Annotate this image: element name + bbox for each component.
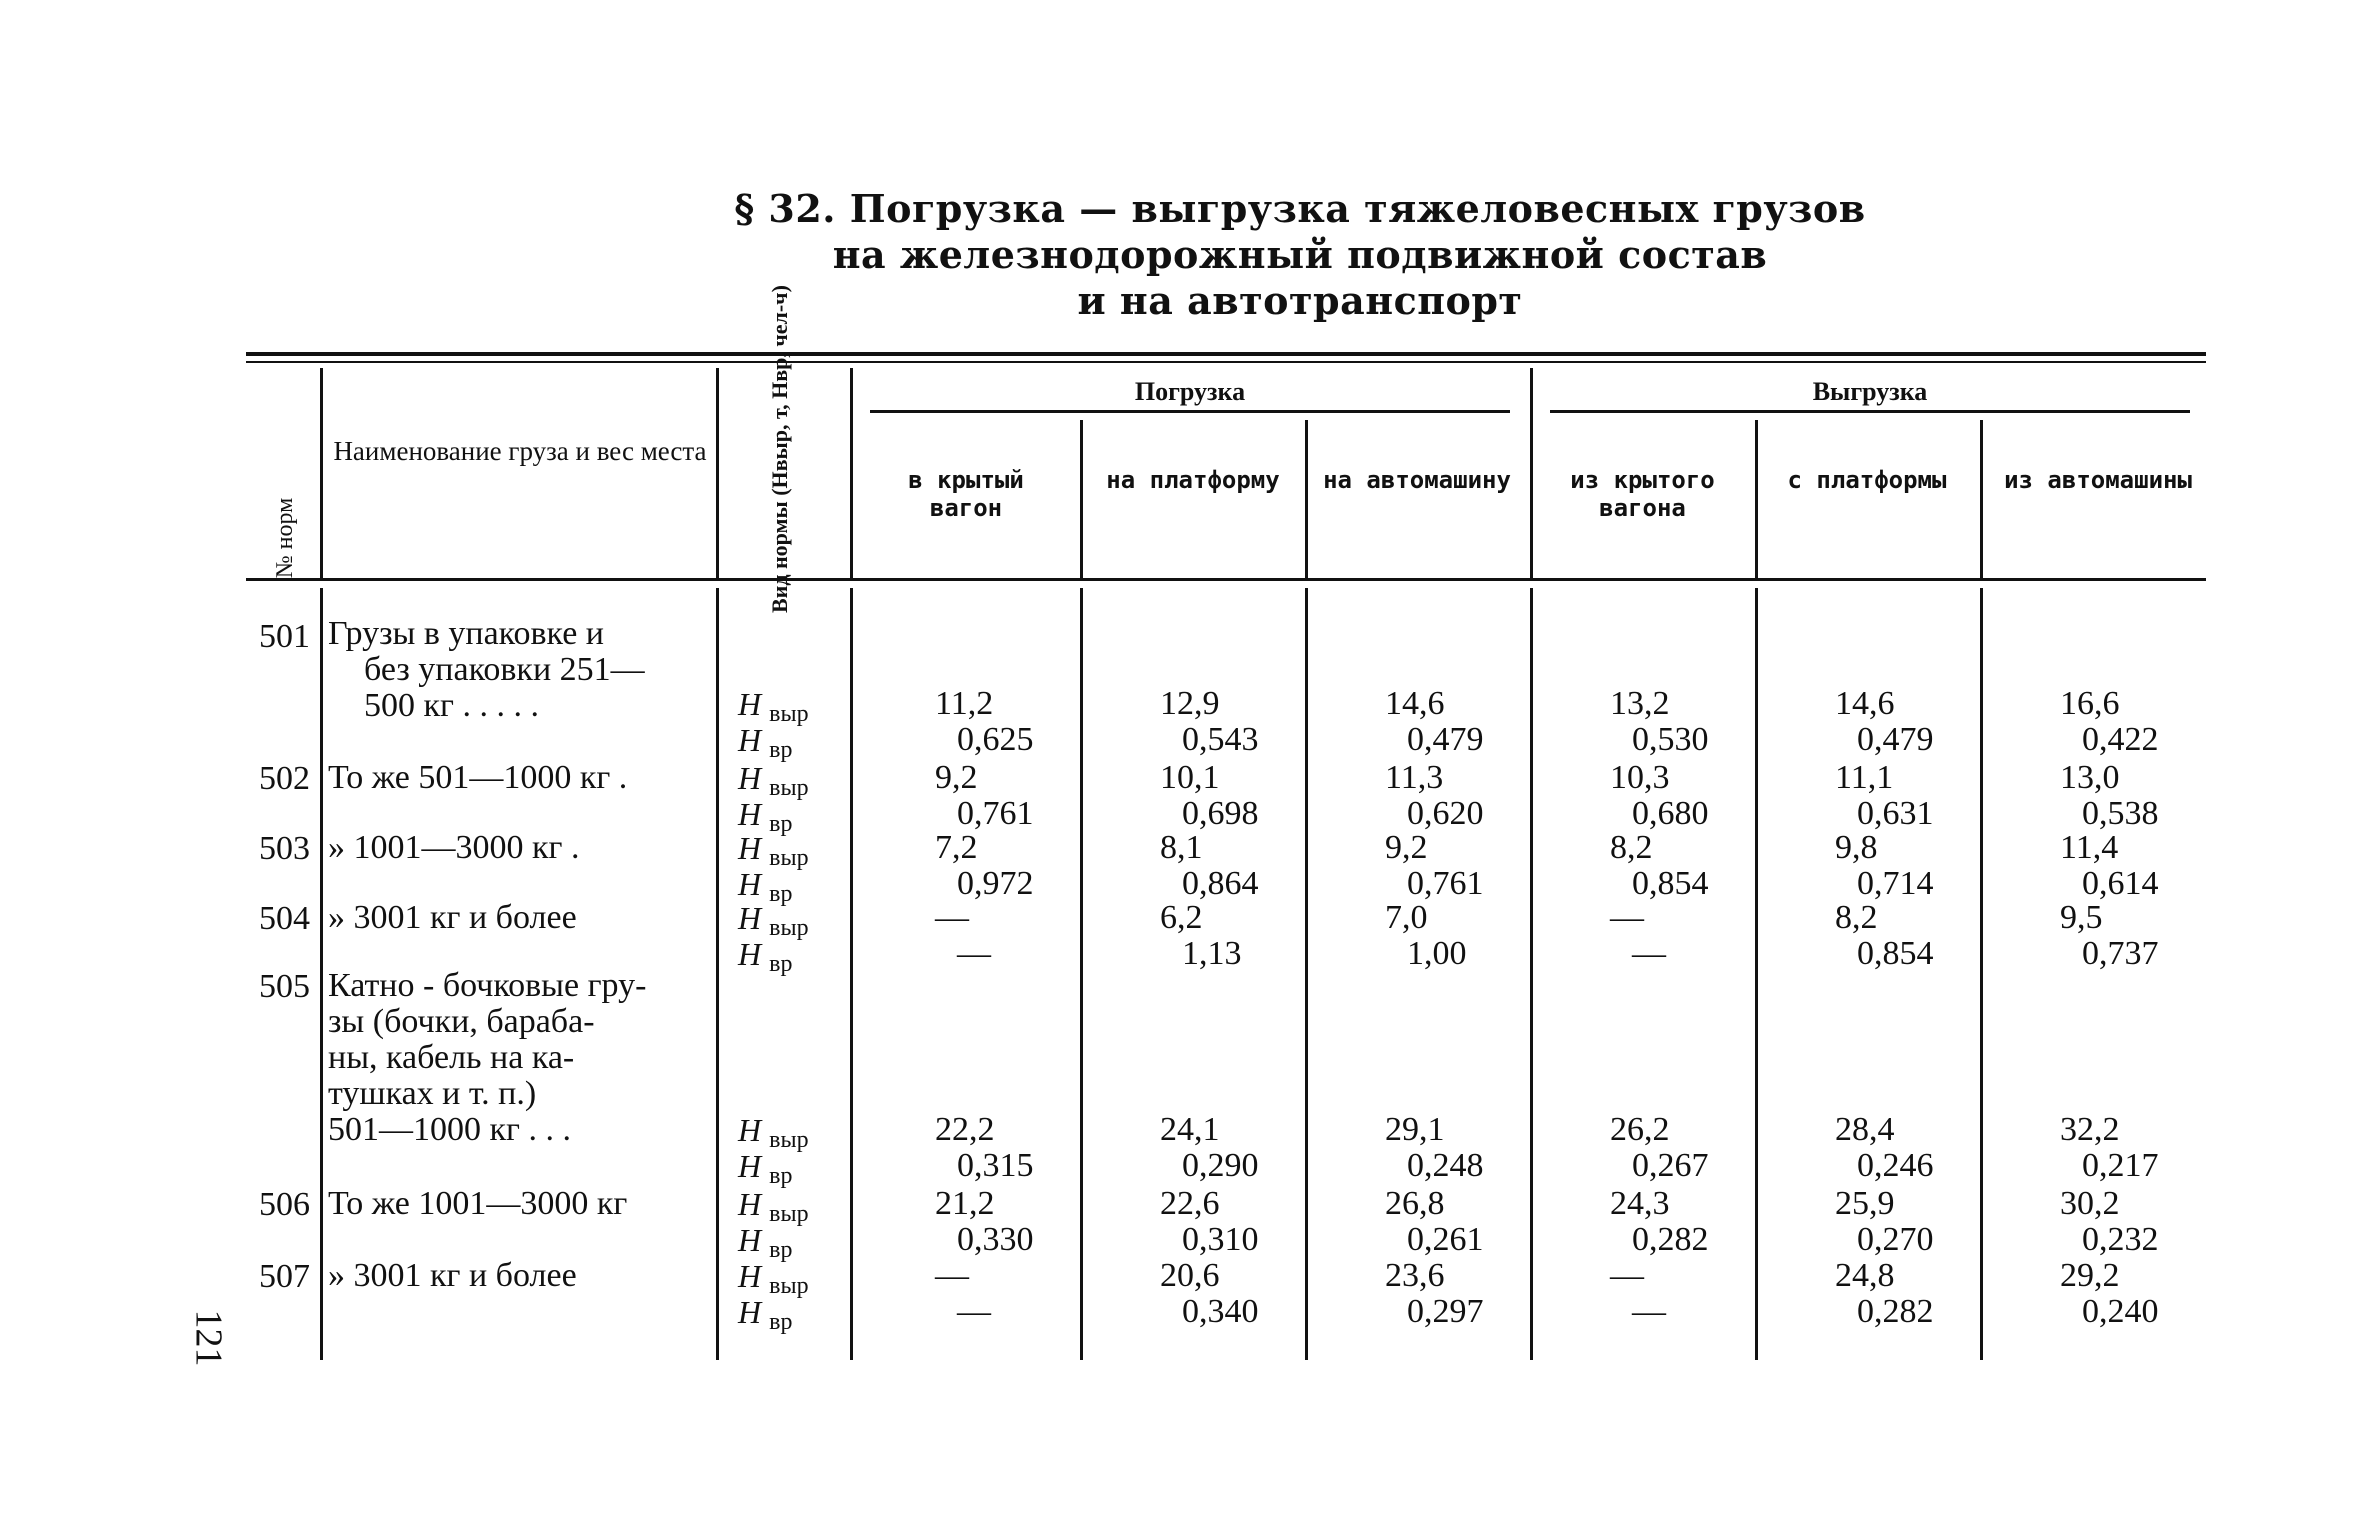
page-number: 121 [187,1309,230,1367]
row-number: 506 [259,1186,310,1223]
norm-kind-main: Н [738,900,762,936]
norm-kind-main: Н [738,686,762,722]
norm-kind-main: Н [738,1186,762,1222]
row-number: 507 [259,1258,310,1295]
header-col-from-covered-wagon: из крытого вагона [1570,466,1715,522]
norm-kind-sub: выр [769,1127,809,1153]
cell-vr: 0,479 [1407,721,1484,758]
cell-vyr: 10,3 [1610,759,1670,796]
cell-vyr: — [1610,899,1644,936]
norm-kind-main: Н [738,722,762,758]
row-number: 504 [259,900,310,937]
row-name-line: 500 кг . . . . . [364,687,539,724]
cell-vr: 0,864 [1182,865,1259,902]
norm-kind-sub: выр [769,1201,809,1227]
norm-kind-main: Н [738,1294,762,1330]
hdr-vline-8 [1980,420,1983,578]
hdr-vline-5 [1305,420,1308,578]
cell-vr: 0,614 [2082,865,2159,902]
cell-vr: — [1632,935,1666,972]
cell-vyr: 12,9 [1160,685,1220,722]
norm-kind-label [738,1294,848,1336]
body-vline-1 [320,588,323,1360]
cell-vr: 0,680 [1632,795,1709,832]
cell-vr: 0,267 [1632,1147,1709,1184]
row-number: 503 [259,830,310,867]
row-name-line: » 3001 кг и более [328,1257,577,1294]
cell-vr: 0,422 [2082,721,2159,758]
norm-kind-main: Н [738,1258,762,1294]
cell-vyr: 16,6 [2060,685,2120,722]
hdr-vline-2 [716,368,719,578]
cell-vyr: 29,1 [1385,1111,1445,1148]
cell-vyr: 21,2 [935,1185,995,1222]
cell-vr: 0,270 [1857,1221,1934,1258]
norm-kind-sub: выр [769,1273,809,1299]
cell-vyr: 22,2 [935,1111,995,1148]
cell-vr: 0,282 [1632,1221,1709,1258]
row-number: 505 [259,968,310,1005]
cell-vr: 0,530 [1632,721,1709,758]
cell-vr: 0,340 [1182,1293,1259,1330]
norm-kind-sub: вр [769,1309,793,1335]
load-group-rule [870,410,1510,413]
header-group-unload: Выгрузка [1812,377,1928,406]
cell-vyr: 24,3 [1610,1185,1670,1222]
body-vline-7 [1755,588,1758,1360]
norm-kind-main: Н [738,866,762,902]
cell-vyr: 10,1 [1160,759,1220,796]
cell-vyr: 20,6 [1160,1257,1220,1294]
row-number: 501 [259,618,310,655]
cell-vyr: 11,2 [935,685,994,722]
cell-vr: 1,00 [1407,935,1467,972]
norm-kind-main: Н [738,796,762,832]
row-number: 502 [259,760,310,797]
norm-kind-main: Н [738,830,762,866]
cell-vyr: 9,5 [2060,899,2103,936]
cell-vyr: 7,0 [1385,899,1428,936]
header-kind-col: Вид нормы (Нвыр, т, Нвр, чел-ч) [767,285,792,613]
cell-vr: 0,543 [1182,721,1259,758]
cell-vyr: 28,4 [1835,1111,1895,1148]
cell-vr: 0,714 [1857,865,1934,902]
hdr-vline-3 [850,368,853,578]
cell-vr: 0,290 [1182,1147,1259,1184]
cell-vyr: — [1610,1257,1644,1294]
hdr-vline-4 [1080,420,1083,578]
cell-vr: 0,854 [1632,865,1709,902]
norm-kind-sub: вр [769,1237,793,1263]
norm-kind-label [738,722,848,764]
row-name-line: 501—1000 кг . . . [328,1111,571,1148]
norm-kind-main: Н [738,936,762,972]
body-vline-4 [1080,588,1083,1360]
header-col-from-platform: с платформы [1787,466,1947,494]
row-name-line: Грузы в упаковке и [328,615,604,652]
cell-vr: 0,625 [957,721,1034,758]
cell-vyr: 22,6 [1160,1185,1220,1222]
cell-vr: — [1632,1293,1666,1330]
cell-vr: 0,261 [1407,1221,1484,1258]
row-name-line: Катно - бочковые гру- [328,967,647,1004]
title-line-1: § 32. Погрузка — выгрузка тяжеловесных грузов [734,186,1866,231]
cell-vr: 0,240 [2082,1293,2159,1330]
norm-kind-sub: вр [769,737,793,763]
norm-kind-sub: выр [769,915,809,941]
hdr-vline-1 [320,368,323,578]
cell-vyr: — [935,899,969,936]
norm-kind-sub: выр [769,775,809,801]
cell-vr: 0,310 [1182,1221,1259,1258]
cell-vyr: 11,3 [1385,759,1444,796]
norm-kind-main: Н [738,1148,762,1184]
cell-vr: 0,854 [1857,935,1934,972]
cell-vr: 0,631 [1857,795,1934,832]
header-group-load: Погрузка [1134,377,1246,406]
cell-vyr: 6,2 [1160,899,1203,936]
cell-vr: 0,315 [957,1147,1034,1184]
header-num-col: № норм [272,497,298,579]
body-vline-3 [850,588,853,1360]
cell-vyr: 30,2 [2060,1185,2120,1222]
row-name-line: То же 1001—3000 кг [328,1185,628,1222]
title-line-2: на железнодорожный подвижной состав [832,232,1768,277]
hdr-vline-6 [1530,368,1533,578]
norm-kind-sub: вр [769,881,793,907]
cell-vr: 0,761 [1407,865,1484,902]
cell-vr: 0,297 [1407,1293,1484,1330]
cell-vyr: 9,8 [1835,829,1878,866]
cell-vyr: — [935,1257,969,1294]
cell-vyr: 24,1 [1160,1111,1220,1148]
cell-vr: — [957,935,991,972]
norm-kind-sub: вр [769,811,793,837]
cell-vyr: 8,1 [1160,829,1203,866]
norm-kind-main: Н [738,1222,762,1258]
cell-vr: 0,217 [2082,1147,2159,1184]
norm-kind-label [738,1148,848,1190]
cell-vyr: 7,2 [935,829,978,866]
cell-vr: 0,330 [957,1221,1034,1258]
cell-vr: 0,620 [1407,795,1484,832]
cell-vr: 0,282 [1857,1293,1934,1330]
cell-vr: 0,246 [1857,1147,1934,1184]
cell-vyr: 26,8 [1385,1185,1445,1222]
cell-vyr: 25,9 [1835,1185,1895,1222]
body-vline-6 [1530,588,1533,1360]
top-rule-2 [246,361,2206,363]
header-col-from-truck: из автомашины [2004,466,2192,494]
cell-vyr: 11,4 [2060,829,2119,866]
row-name-line: без упаковки 251— [364,651,645,688]
cell-vr: 0,538 [2082,795,2159,832]
norm-kind-main: Н [738,760,762,796]
cell-vyr: 9,2 [1385,829,1428,866]
cell-vyr: 29,2 [2060,1257,2120,1294]
title-line-3: и на автотранспорт [1077,278,1523,323]
norm-kind-label [738,936,848,978]
cell-vyr: 11,1 [1835,759,1894,796]
body-vline-5 [1305,588,1308,1360]
cell-vyr: 8,2 [1610,829,1653,866]
cell-vyr: 13,0 [2060,759,2120,796]
cell-vyr: 23,6 [1385,1257,1445,1294]
norm-kind-sub: вр [769,1163,793,1189]
norm-kind-sub: выр [769,845,809,871]
cell-vyr: 32,2 [2060,1111,2120,1148]
cell-vyr: 24,8 [1835,1257,1895,1294]
cell-vyr: 14,6 [1385,685,1445,722]
row-name-line: ны, кабель на ка- [328,1039,575,1076]
norm-kind-main: Н [738,1112,762,1148]
cell-vyr: 26,2 [1610,1111,1670,1148]
row-name-line: зы (бочки, бараба- [328,1003,595,1040]
cell-vr: 1,13 [1182,935,1242,972]
header-col-to-platform: на платформу [1106,466,1280,494]
row-name-line: » 3001 кг и более [328,899,577,936]
body-vline-8 [1980,588,1983,1360]
row-name-line: То же 501—1000 кг . [328,759,628,796]
hdr-vline-7 [1755,420,1758,578]
cell-vr: 0,248 [1407,1147,1484,1184]
top-rule-1 [246,352,2206,356]
header-name-col: Наименование груза и вес места [333,436,707,466]
cell-vr: 0,761 [957,795,1034,832]
norm-kind-sub: вр [769,951,793,977]
header-col-covered-wagon: в крытый вагон [908,466,1024,522]
header-col-to-truck: на автомашину [1323,466,1511,494]
unload-group-rule [1550,410,2190,413]
cell-vyr: 14,6 [1835,685,1895,722]
section-title [600,186,2000,324]
cell-vyr: 13,2 [1610,685,1670,722]
norm-kind-sub: выр [769,701,809,727]
cell-vr: 0,737 [2082,935,2159,972]
cell-vr: 0,479 [1857,721,1934,758]
cell-vr: 0,232 [2082,1221,2159,1258]
row-name-line: тушках и т. п.) [328,1075,537,1112]
cell-vyr: 9,2 [935,759,978,796]
header-bottom-rule [246,578,2206,581]
cell-vyr: 8,2 [1835,899,1878,936]
row-name-line: » 1001—3000 кг . [328,829,580,866]
cell-vr: 0,972 [957,865,1034,902]
cell-vr: — [957,1293,991,1330]
cell-vr: 0,698 [1182,795,1259,832]
